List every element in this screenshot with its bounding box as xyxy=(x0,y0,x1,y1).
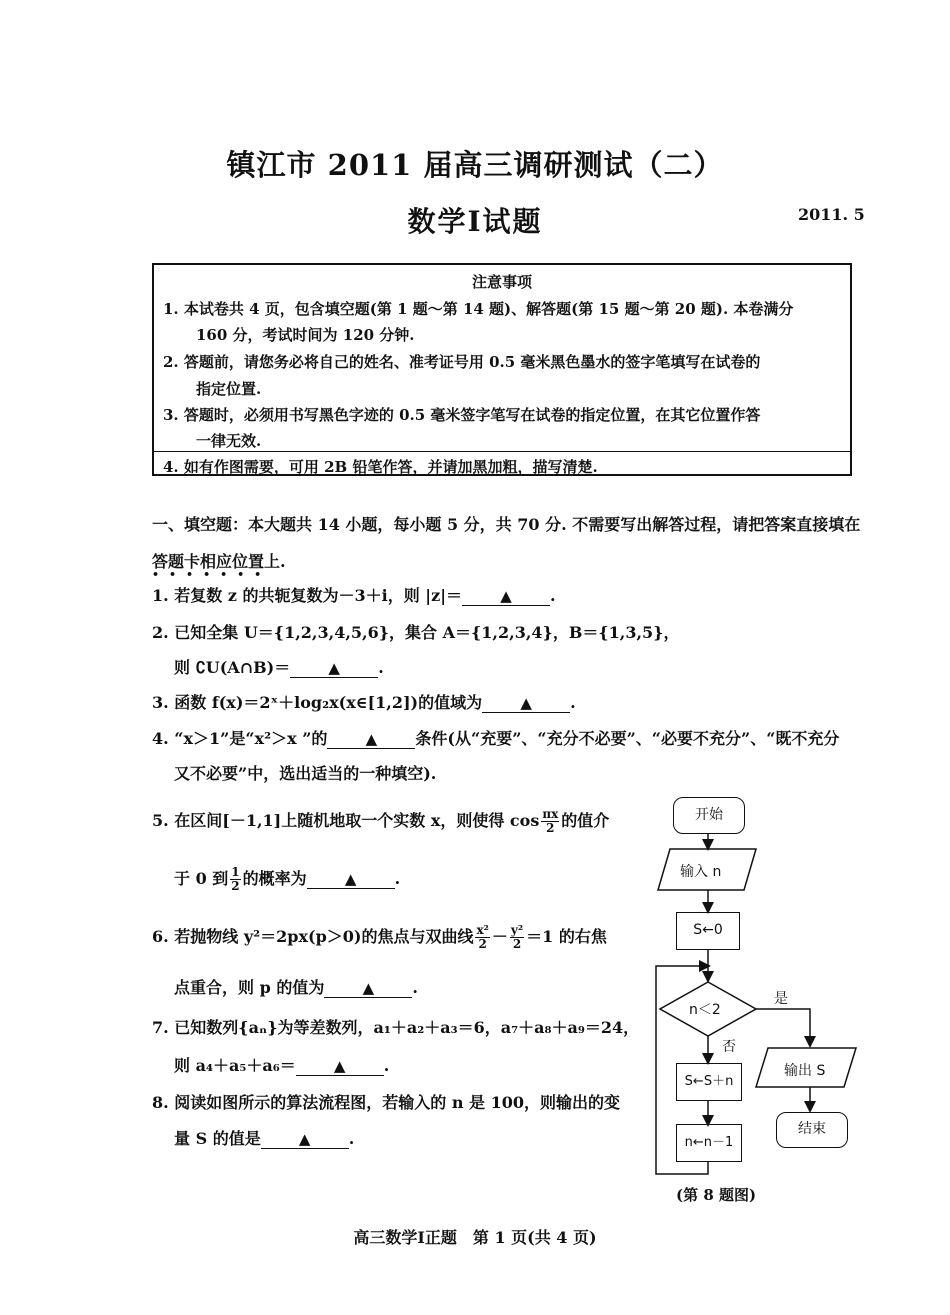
question-8: 8. 阅读如图所示的算法流程图，若输入的 n 是 100，则输出的变 xyxy=(152,1093,621,1112)
question-4-cont: 又不必要”中，选出适当的一种填空). xyxy=(174,764,437,783)
question-5: 5. 在区间[－1,1]上随机地取一个实数 x，则使得 cos $\frac{\pi x}{2}$ 的值介 xyxy=(152,807,610,835)
answer-blank[interactable]: ▲ xyxy=(261,1129,349,1149)
emphasis-dots: ••••••• xyxy=(152,568,272,581)
question-5-cont: 于 0 到 $\frac{1}{2}$ 的概率为 ▲ . xyxy=(174,865,401,893)
notice-line: 3. 答题时，必须用书写黑色字迹的 0.5 毫米签字笔写在试卷的指定位置，在其它位置作答 xyxy=(163,406,761,424)
question-8-cont: 量 S 的值是 ▲ . xyxy=(174,1129,355,1148)
question-6-cont: 点重合，则 p 的值为 ▲ . xyxy=(174,978,418,997)
answer-blank[interactable]: ▲ xyxy=(327,729,415,749)
fraction: $\frac{\pi x}{2}$ xyxy=(542,807,559,835)
flowchart-yes-label: 是 xyxy=(774,991,788,1007)
figure-caption: (第 8 题图) xyxy=(676,1186,757,1204)
flowchart-no-label: 否 xyxy=(722,1039,736,1055)
answer-blank[interactable]: ▲ xyxy=(462,586,550,606)
fraction: $\frac{\text{x²}}{2}$ xyxy=(476,923,489,951)
notice-line: 4. 如有作图需要，可用 2B 铅笔作答，并请加黑加粗，描写清楚. xyxy=(163,458,598,476)
answer-blank[interactable]: ▲ xyxy=(324,978,412,998)
question-7-cont: 则 a₄＋a₅＋a₆＝ ▲ . xyxy=(174,1056,390,1075)
answer-blank[interactable]: ▲ xyxy=(307,869,395,889)
flowchart-update-s: S←S＋n xyxy=(676,1063,742,1101)
flowchart-start: 开始 xyxy=(673,797,745,834)
question-3: 3. 函数 f(x)＝2ˣ＋log₂x(x∈[1,2])的值域为 ▲ . xyxy=(152,693,576,712)
exam-date: 2011. 5 xyxy=(798,205,865,224)
notice-line: 指定位置. xyxy=(196,380,262,398)
notice-line: 一律无效. xyxy=(196,432,262,450)
question-4: 4. “x＞1”是“x²＞x ”的 ▲ 条件(从“充要”、“充分不必要”、“必要不充分”、“既不充分 xyxy=(152,729,840,748)
question-1: 1. 若复数 z 的共轭复数为－3＋i，则 |z|＝ ▲ . xyxy=(152,586,556,605)
question-2: 2. 已知全集 U＝{1,2,3,4,5,6}，集合 A＝{1,2,3,4}，B＝{1,3,5}， xyxy=(152,623,680,642)
exam-title: 镇江市 2011 届高三调研测试（二） xyxy=(226,148,724,182)
fraction: $\frac{\text{y²}}{2}$ xyxy=(510,923,524,951)
flowchart-init: S←0 xyxy=(676,912,740,950)
notice-line: 1. 本试卷共 4 页，包含填空题(第 1 题～第 14 题)、解答题(第 15 题～第 20 题). 本卷满分 xyxy=(163,300,794,318)
flowchart-output: 输出 S xyxy=(784,1063,826,1079)
flowchart-update-n: n←n－1 xyxy=(676,1124,742,1162)
flowchart-condition: n＜2 xyxy=(689,1002,721,1018)
page-footer: 高三数学Ⅰ正题 第 1 页(共 4 页) xyxy=(353,1228,597,1247)
fraction: $\frac{1}{2}$ xyxy=(231,865,240,893)
notice-title: 注意事项 xyxy=(471,273,532,291)
notice-divider xyxy=(154,451,850,452)
notice-box xyxy=(152,263,852,476)
answer-blank[interactable]: ▲ xyxy=(290,658,378,678)
question-7: 7. 已知数列{aₙ}为等差数列，a₁＋a₂＋a₃＝6，a₇＋a₈＋a₉＝24， xyxy=(152,1018,640,1037)
section-heading: 一、填空题：本大题共 14 小题，每小题 5 分，共 70 分. 不需要写出解答过程，请把答案直接填在 xyxy=(152,515,861,534)
flowchart-input: 输入 n xyxy=(680,864,722,880)
notice-line: 160 分，考试时间为 120 分钟. xyxy=(196,326,415,344)
flowchart-end: 结束 xyxy=(776,1112,848,1148)
question-2-cont: 则 ∁U(A∩B)＝ ▲ . xyxy=(174,658,384,677)
notice-line: 2. 答题前，请您务必将自己的姓名、准考证号用 0.5 毫米黑色墨水的签字笔填写在试卷的 xyxy=(163,353,761,371)
section-heading-cont: 答题卡相应位置上. xyxy=(152,552,286,571)
question-6: 6. 若抛物线 y²＝2px(p＞0)的焦点与双曲线 $\frac{\text{x²}}{2}$ － $\frac{\text{y²}}{2}$ ＝1 的右焦 xyxy=(152,923,607,951)
answer-blank[interactable]: ▲ xyxy=(482,693,570,713)
exam-subtitle: 数学Ⅰ试题 xyxy=(407,205,543,238)
answer-blank[interactable]: ▲ xyxy=(296,1056,384,1076)
